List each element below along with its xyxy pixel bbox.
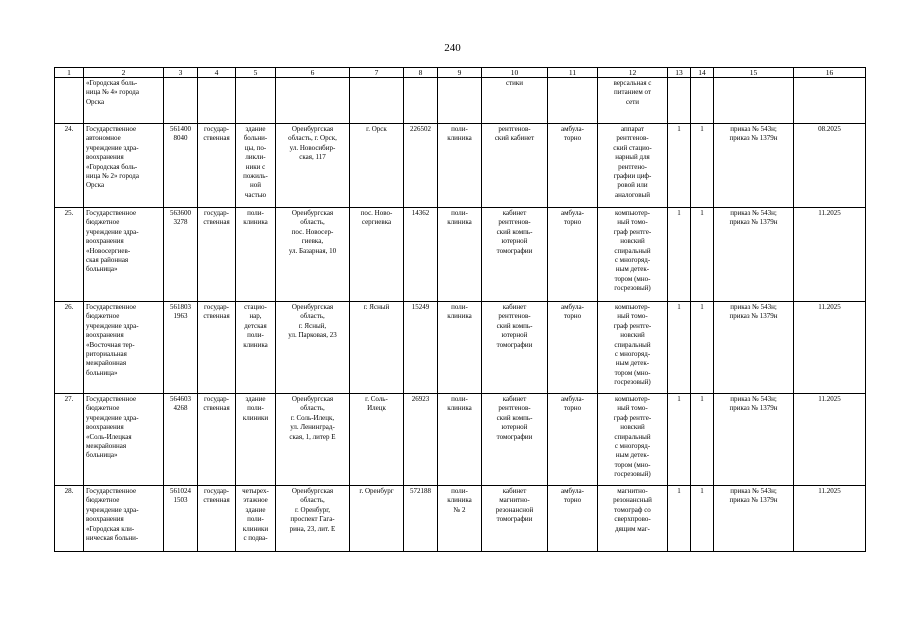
- column-number: 9: [438, 68, 482, 78]
- table-cell: Государственное бюджетное учреждение здра- воохранения «Соль-Илецкая межрайонная больница»: [84, 394, 164, 486]
- table-cell: 1: [668, 208, 691, 302]
- column-number: 11: [548, 68, 598, 78]
- table-cell: амбула- торно: [548, 486, 598, 552]
- table-cell: здание больни- цы, по- ликли- ники с пожиль- ной частью: [236, 124, 276, 208]
- column-number: 15: [714, 68, 794, 78]
- table-cell: 28.: [55, 486, 84, 552]
- column-number: 14: [691, 68, 714, 78]
- table-cell: 14362: [404, 208, 438, 302]
- column-number: 2: [84, 68, 164, 78]
- table-cell: г. Ясный: [350, 302, 404, 394]
- table-cell: [438, 78, 482, 124]
- table-cell: Оренбургская область, пос. Новосер- гиевка, ул. Базарная, 10: [276, 208, 350, 302]
- table-cell: четырех- этажное здание поли- клиники с подва-: [236, 486, 276, 552]
- table-cell: 1: [691, 486, 714, 552]
- table-cell: амбула- торно: [548, 394, 598, 486]
- table-cell: Государственное бюджетное учреждение здра- воохранения «Городская кли- ническая больни-: [84, 486, 164, 552]
- table-cell: государ- ственная: [198, 124, 236, 208]
- table-cell: Оренбургская область, г. Орск, ул. Новосибир- ская, 117: [276, 124, 350, 208]
- table-cell: [794, 78, 866, 124]
- column-number: 4: [198, 68, 236, 78]
- table-cell: 572188: [404, 486, 438, 552]
- table-row: [55, 486, 866, 552]
- table-cell: [164, 78, 198, 124]
- table-cell: [714, 78, 794, 124]
- table-cell: 226502: [404, 124, 438, 208]
- header-row: [55, 68, 866, 78]
- column-number: 3: [164, 68, 198, 78]
- table-cell: компьютер- ный томо- граф рентге- новский спиральный с многоряд- ным детек- тором (мно- госрезовый): [598, 302, 668, 394]
- table-cell: [236, 78, 276, 124]
- table-cell: Оренбургская область, г. Ясный, ул. Парковая, 23: [276, 302, 350, 394]
- table-cell: приказ № 543н; приказ № 1379н: [714, 486, 794, 552]
- table-row: [55, 78, 866, 124]
- table-cell: кабинет рентгенов- ский компь- ютерной томографии: [482, 302, 548, 394]
- table-cell: кабинет магнитно- резонансной томографии: [482, 486, 548, 552]
- column-number: 1: [55, 68, 84, 78]
- table-cell: 27.: [55, 394, 84, 486]
- table-cell: Государственное бюджетное учреждение здра- воохранения «Восточная тер- риториальная межрайонная больница»: [84, 302, 164, 394]
- table-cell: 1: [691, 394, 714, 486]
- table-cell: 561024 1503: [164, 486, 198, 552]
- table-cell: рентгенов- ский кабинет: [482, 124, 548, 208]
- table-cell: [404, 78, 438, 124]
- table-cell: 1: [668, 302, 691, 394]
- table-cell: аппарат рентгенов- ский стацио- нарный для рентгено- графии циф- ровой или аналоговый: [598, 124, 668, 208]
- table-cell: Оренбургская область, г. Соль-Илецк, ул. Ленинград- ская, 1, литер Е: [276, 394, 350, 486]
- table-cell: амбула- торно: [548, 302, 598, 394]
- table-cell: г. Соль- Илецк: [350, 394, 404, 486]
- table-cell: 11.2025: [794, 394, 866, 486]
- table-cell: [55, 78, 84, 124]
- table-row: [55, 208, 866, 302]
- table-cell: 11.2025: [794, 208, 866, 302]
- table-cell: государ- ственная: [198, 394, 236, 486]
- table-cell: 1: [668, 124, 691, 208]
- column-number: 13: [668, 68, 691, 78]
- table-cell: [350, 78, 404, 124]
- table-cell: [198, 78, 236, 124]
- table-cell: «Городская боль- ница № 4» города Орска: [84, 78, 164, 124]
- page-number: 240: [444, 42, 461, 54]
- table-cell: приказ № 543н; приказ № 1379н: [714, 208, 794, 302]
- table-cell: амбула- торно: [548, 124, 598, 208]
- table-cell: государ- ственная: [198, 208, 236, 302]
- table-cell: поли- клиника: [438, 394, 482, 486]
- column-number: 6: [276, 68, 350, 78]
- table-cell: Оренбургская область, г. Оренбург, проспект Гага- рина, 23, лит. Е: [276, 486, 350, 552]
- column-number: 12: [598, 68, 668, 78]
- table-row: [55, 124, 866, 208]
- table-cell: 24.: [55, 124, 84, 208]
- table-cell: компьютер- ный томо- граф рентге- новский спиральный с многоряд- ным детек- тором (мно- госрезовый): [598, 208, 668, 302]
- table-cell: поли- клиника: [438, 124, 482, 208]
- column-number: 8: [404, 68, 438, 78]
- table-cell: 11.2025: [794, 302, 866, 394]
- table-cell: 563600 3278: [164, 208, 198, 302]
- table-cell: стики: [482, 78, 548, 124]
- table-cell: г. Орск: [350, 124, 404, 208]
- table-cell: кабинет рентгенов- ский компь- ютерной томографии: [482, 394, 548, 486]
- table-cell: компьютер- ный томо- граф рентге- новский спиральный с многоряд- ным детек- тором (мно- госрезовый): [598, 394, 668, 486]
- column-number: 10: [482, 68, 548, 78]
- table-cell: 1: [668, 394, 691, 486]
- table-cell: Государственное автономное учреждение здра- воохранения «Городская боль- ница № 2» города Орска: [84, 124, 164, 208]
- table-cell: 26.: [55, 302, 84, 394]
- table-cell: приказ № 543н; приказ № 1379н: [714, 124, 794, 208]
- table-cell: поли- клиника: [438, 302, 482, 394]
- table-cell: 1: [668, 486, 691, 552]
- table-cell: 1: [691, 124, 714, 208]
- table-cell: 561803 1963: [164, 302, 198, 394]
- table-cell: приказ № 543н; приказ № 1379н: [714, 394, 794, 486]
- table-cell: приказ № 543н; приказ № 1379н: [714, 302, 794, 394]
- table-cell: 26923: [404, 394, 438, 486]
- table-cell: 11.2025: [794, 486, 866, 552]
- table-cell: 1: [691, 208, 714, 302]
- table-cell: стацио- нар, детская поли- клиника: [236, 302, 276, 394]
- table-cell: 564603 4268: [164, 394, 198, 486]
- table-cell: поли- клиника: [438, 208, 482, 302]
- equipment-table: [54, 67, 866, 552]
- table-cell: 561400 8040: [164, 124, 198, 208]
- table-cell: [276, 78, 350, 124]
- table-cell: поли- клиника: [236, 208, 276, 302]
- column-number: 5: [236, 68, 276, 78]
- column-number: 7: [350, 68, 404, 78]
- table-cell: 08.2025: [794, 124, 866, 208]
- table-cell: поли- клиника № 2: [438, 486, 482, 552]
- table-cell: 15249: [404, 302, 438, 394]
- table-cell: государ- ственная: [198, 302, 236, 394]
- table-cell: 1: [691, 302, 714, 394]
- table-cell: [548, 78, 598, 124]
- table-cell: кабинет рентгенов- ский компь- ютерной томографии: [482, 208, 548, 302]
- table-cell: Государственное бюджетное учреждение здра- воохранения «Новосергиев- ская районная больница»: [84, 208, 164, 302]
- table-cell: магнитно- резонансный томограф со сверхпрово- дящим маг-: [598, 486, 668, 552]
- column-number: 16: [794, 68, 866, 78]
- table-cell: 25.: [55, 208, 84, 302]
- table-row: [55, 302, 866, 394]
- table-cell: государ- ственная: [198, 486, 236, 552]
- table-cell: [668, 78, 691, 124]
- table-cell: амбула- торно: [548, 208, 598, 302]
- table-cell: пос. Ново- сергиевка: [350, 208, 404, 302]
- table-row: [55, 394, 866, 486]
- table-cell: [691, 78, 714, 124]
- table-cell: г. Оренбург: [350, 486, 404, 552]
- table-cell: версальная с питанием от сети: [598, 78, 668, 124]
- table-cell: здание поли- клиники: [236, 394, 276, 486]
